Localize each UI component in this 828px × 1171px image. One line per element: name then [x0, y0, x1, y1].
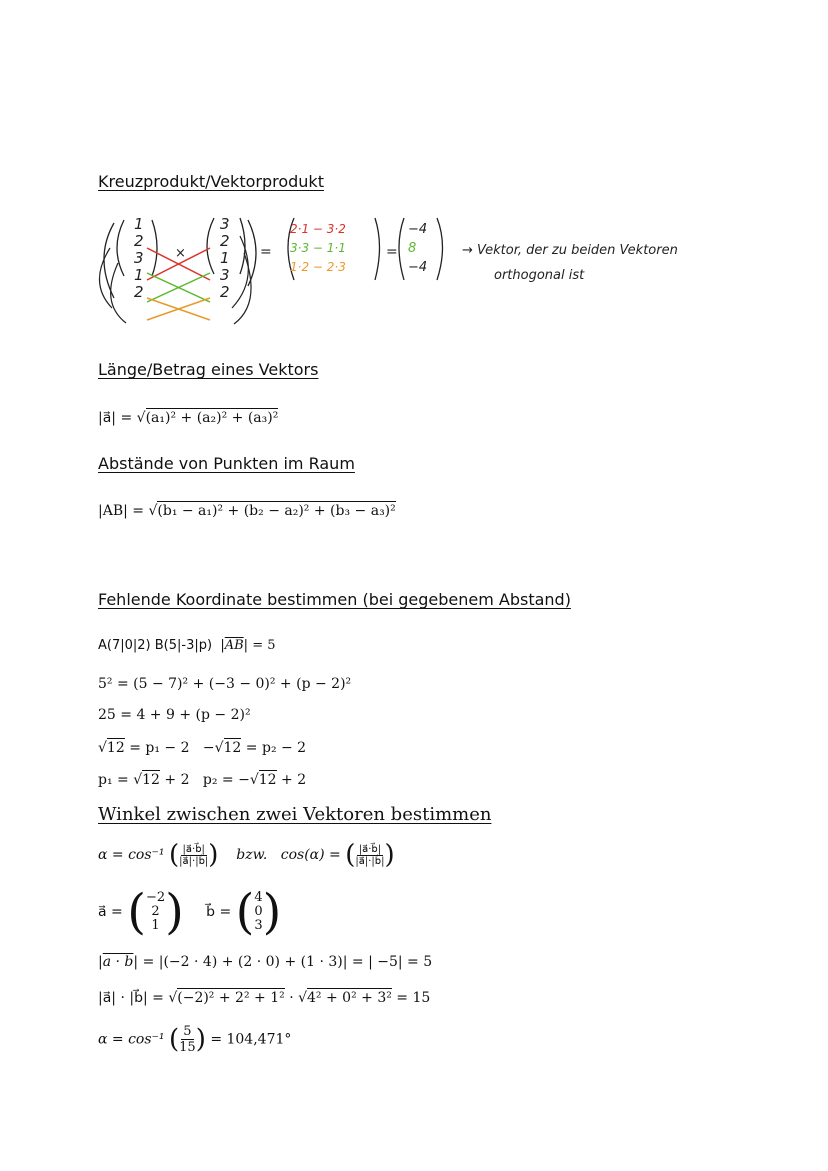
- norm-product-row: |a⃗| · |b⃗| = √(−2)² + 2² + 1² · √4² + 0² + 3² = 15: [98, 990, 431, 1006]
- distance-title: Abstände von Punkten im Raum: [98, 454, 355, 473]
- dot-rhs: = |(−2 · 4) + (2 · 0) + (1 · 3)| = | −5| = 5: [142, 954, 433, 970]
- vector-b-handwritten: [220, 216, 230, 301]
- line3a-rest: = p₁ − 2: [129, 740, 190, 756]
- vec-a-entry: 2: [151, 904, 160, 919]
- vector-a-column: [146, 891, 165, 933]
- paren-open: (: [127, 884, 146, 940]
- missing-line-4: p₁ = √12 + 2 p₂ = −√12 + 2: [98, 772, 307, 788]
- left-paren-result: [399, 218, 404, 280]
- vector-b-label: b⃗ =: [206, 904, 232, 920]
- cross-product-result: [408, 220, 427, 277]
- line4b-rest: + 2: [281, 772, 307, 788]
- cross-product-note-line-2: orthogonal ist: [494, 268, 585, 283]
- norm-rhs: = 15: [396, 990, 431, 1006]
- vec-b-entry: 3: [254, 918, 263, 933]
- vec-a-entry: 1: [134, 266, 144, 284]
- paren-open: (: [169, 1024, 180, 1055]
- line3b-root: 12: [223, 740, 242, 756]
- paren-close: ): [208, 840, 219, 870]
- cos-lhs: cos(α) =: [280, 847, 341, 863]
- angle-result-row: [98, 1024, 291, 1055]
- result-denominator: 15: [179, 1040, 196, 1055]
- vec-a-entry: 2: [134, 283, 144, 301]
- vec-b-entry: 0: [254, 904, 263, 919]
- left-paren-b: [207, 218, 214, 274]
- paren-open: (: [235, 884, 255, 940]
- vec-b-entry: 1: [220, 249, 230, 267]
- right-paren-result: [437, 218, 443, 280]
- cross-product-expressions: [290, 220, 346, 277]
- given-points: A(7|0|2) B(5|-3|p): [98, 638, 213, 653]
- dot-lhs: a · b: [102, 954, 134, 970]
- vector-a-handwritten: [134, 216, 144, 301]
- cross-product-note-line-1: → Vektor, der zu beiden Vektoren: [462, 243, 678, 258]
- angle-title: Winkel zwischen zwei Vektoren bestimmen: [98, 804, 492, 825]
- dot-product-row: |a · b| = |(−2 · 4) + (2 · 0) + (1 · 3)| = | −5| = 5: [98, 954, 433, 970]
- vec-a-entry: 1: [134, 215, 144, 233]
- paren-close: ): [384, 840, 395, 870]
- angle-fraction: [179, 844, 208, 867]
- right-paren-a: [152, 220, 157, 276]
- given-vector-ab: $\overline{AB}$: [224, 638, 244, 653]
- length-formula: |a⃗| = √(a₁)² + (a₂)² + (a₃)²: [98, 410, 279, 426]
- distance-formula: |AB| = √(b₁ − a₁)² + (b₂ − a₂)² + (b₃ − a₃)²: [98, 503, 396, 519]
- vec-a-entry: 3: [134, 249, 144, 267]
- missing-line-2: 25 = 4 + 9 + (p − 2)²: [98, 707, 251, 723]
- distance-formula-lhs: |AB| =: [98, 503, 145, 519]
- norm-mid: ·: [289, 990, 294, 1006]
- loop-arrow-left-1: [99, 248, 112, 308]
- line4b-lhs: p₂ = −: [202, 772, 250, 788]
- right-paren-outer: [248, 220, 256, 286]
- result-row-1: −4: [408, 222, 428, 237]
- missing-line-1: 5² = (5 − 7)² + (−3 − 0)² + (p − 2)²: [98, 676, 352, 692]
- paren-open: (: [345, 840, 356, 870]
- norm-lhs: |a⃗| · |b⃗| =: [98, 990, 164, 1006]
- expr-row-2: 3·3 − 1·1: [290, 241, 346, 255]
- norm-root-2: 4² + 0² + 3²: [307, 990, 392, 1006]
- paren-close: ): [195, 1024, 206, 1055]
- vec-a-entry: 1: [151, 918, 160, 933]
- line3b-rest: = p₂ − 2: [245, 740, 307, 756]
- line4b-root: 12: [258, 772, 277, 788]
- length-formula-lhs: |a⃗| =: [98, 410, 133, 426]
- missing-coordinate-title: Fehlende Koordinate bestimmen (bei gegebenem Abstand): [98, 590, 571, 609]
- equals-sign-1: =: [260, 244, 272, 260]
- cos-fraction: [355, 844, 384, 867]
- line4a-rest: + 2: [164, 772, 190, 788]
- equals-sign-2: =: [386, 244, 398, 260]
- result-lhs: α = cos⁻¹: [98, 1031, 165, 1048]
- given-distance: = 5: [252, 638, 276, 653]
- fraction-denominator: |a⃗|·|b⃗|: [179, 855, 209, 867]
- vec-a-entry: −2: [145, 890, 166, 905]
- line4a-root: 12: [142, 772, 160, 788]
- angle-vectors-row: [98, 884, 281, 940]
- paren-close: ): [165, 884, 184, 940]
- bzw-text: bzw.: [236, 847, 268, 863]
- right-paren-expr: [375, 218, 380, 280]
- line4a-lhs: p₁ =: [98, 772, 129, 788]
- length-title: Länge/Betrag eines Vektors: [98, 360, 319, 379]
- vec-b-entry: 3: [220, 266, 230, 284]
- expr-row-3: 1·2 − 2·3: [290, 260, 346, 274]
- length-formula-root: (a₁)² + (a₂)² + (a₃)²: [145, 410, 279, 426]
- angle-formula-row: [98, 840, 395, 870]
- vec-a-entry: 2: [134, 232, 144, 250]
- missing-given: A(7|0|2) B(5|-3|p) $|\overline{AB}| = 5$: [98, 638, 276, 653]
- result-fraction: [179, 1024, 196, 1055]
- alpha-lhs: α = cos⁻¹: [98, 847, 165, 863]
- result-row-2: 8: [408, 241, 417, 256]
- paren-close: ): [262, 884, 282, 940]
- fraction-denominator: |a⃗|·|b⃗|: [355, 855, 385, 867]
- fraction-numerator: |a⃗·b⃗|: [182, 843, 205, 855]
- result-row-3: −4: [408, 260, 428, 275]
- vec-b-entry: 3: [220, 215, 230, 233]
- distance-formula-root: (b₁ − a₁)² + (b₂ − a₂)² + (b₃ − a₃)²: [157, 503, 396, 519]
- vec-b-entry: 2: [220, 232, 230, 250]
- vec-b-entry: 2: [220, 283, 230, 301]
- vector-b-column: [254, 891, 262, 933]
- vec-b-entry: 4: [254, 890, 263, 905]
- missing-line-3: √12 = p₁ − 2 −√12 = p₂ − 2: [98, 740, 307, 756]
- left-paren-a: [117, 220, 124, 276]
- result-rhs: = 104,471°: [210, 1031, 292, 1048]
- result-numerator: 5: [183, 1024, 192, 1039]
- left-paren-outer: [104, 223, 114, 298]
- line3b-prefix: −: [202, 740, 215, 756]
- loop-arrow-left-2: [111, 263, 126, 323]
- expr-row-1: 2·1 − 3·2: [290, 222, 346, 236]
- norm-root-1: (−2)² + 2² + 1²: [177, 990, 285, 1006]
- vector-a-label: a⃗ =: [98, 904, 123, 920]
- fraction-numerator: |a⃗·b⃗|: [358, 843, 382, 855]
- times-symbol: ×: [175, 246, 186, 261]
- cross-product-title: Kreuzprodukt/Vektorprodukt: [98, 172, 324, 191]
- paren-open: (: [169, 840, 180, 870]
- line3a-root: 12: [106, 740, 125, 756]
